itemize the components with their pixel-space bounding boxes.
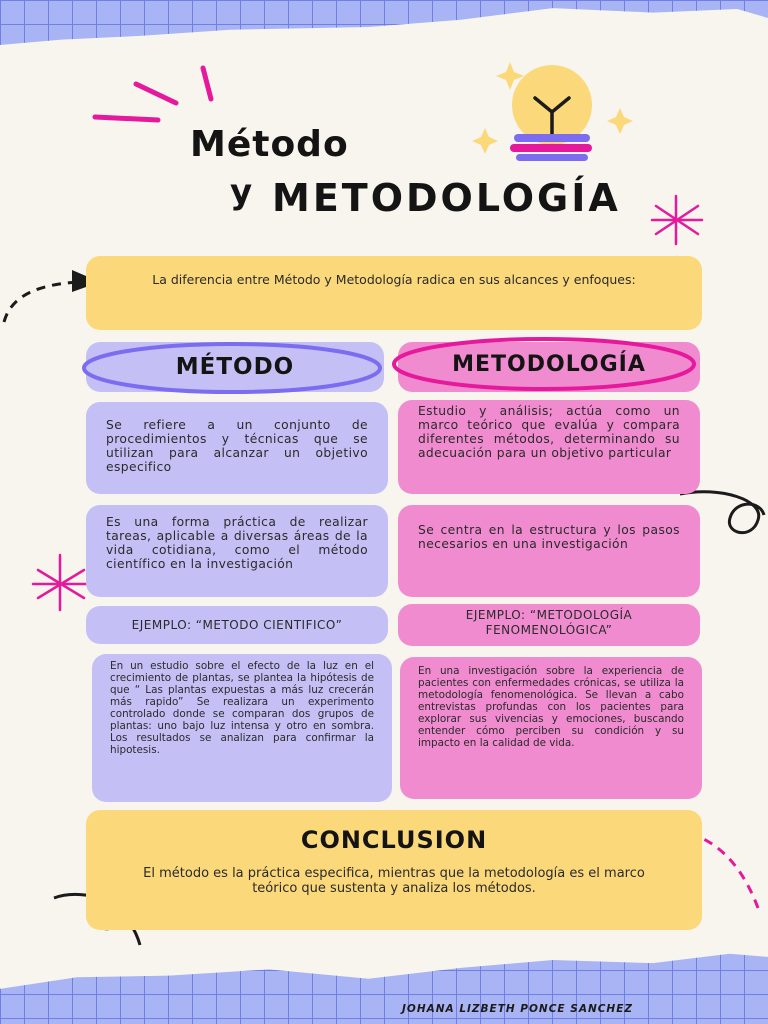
metodo-example bbox=[92, 654, 392, 802]
metodologia-example-text: En una investigación sobre la experiencia de pacientes con enfermedades crónicas, se utiliza la metodología fenomenológica. Se llevan a cabo entrevistas profundas con los pacientes para explorar sus vivencias y emociones, buscando entender cómo perciben su condición y su impacto en la calidad de vida. bbox=[418, 665, 684, 749]
metodologia-example bbox=[400, 657, 702, 799]
title-y: y bbox=[230, 172, 253, 212]
conclusion-title: CONCLUSION bbox=[300, 826, 488, 854]
metodologia-heading: METODOLOGÍA bbox=[452, 352, 646, 377]
metodo-heading: MÉTODO bbox=[175, 354, 295, 380]
metodologia-definition bbox=[398, 400, 700, 494]
sparkle-icon bbox=[33, 555, 88, 610]
metodo-example-title-text: EJEMPLO: “METODO CIENTIFICO” bbox=[131, 618, 343, 632]
metodo-practice bbox=[86, 505, 388, 597]
metodo-definition bbox=[86, 402, 388, 494]
intro-box bbox=[86, 256, 702, 330]
metodo-example-title bbox=[86, 606, 388, 644]
metodologia-heading-box bbox=[398, 342, 700, 392]
title-metodologia: METODOLOGÍA bbox=[272, 176, 621, 220]
metodologia-practice-text: Se centra en la estructura y los pasos necesarios en una investigación bbox=[418, 523, 680, 551]
metodo-definition-text: Se refiere a un conjunto de procedimientos y técnicas que se utilizan para alcanzar un objetivo especifico bbox=[106, 418, 368, 474]
metodo-heading-box bbox=[86, 342, 384, 392]
conclusion-box bbox=[86, 810, 702, 930]
metodologia-example-title-text: EJEMPLO: “METODOLOGÍA FENOMENOLÓGICA” bbox=[465, 608, 633, 637]
metodologia-practice bbox=[398, 505, 700, 597]
metodologia-example-title bbox=[398, 604, 700, 646]
burst-lines-icon bbox=[95, 68, 211, 120]
metodo-example-text: En un estudio sobre el efecto de la luz en el crecimiento de plantas, se plantea la hipótesis de que “ Las plantas expuestas a más luz crecerán más rapido” Se realizara un experimento controlado donde se comparan dos grupos de plantas: uno bajo luz intensa y otro en sombra. Los resultados se analizan para confirmar la hipotesis. bbox=[110, 660, 374, 756]
sparkle-icon bbox=[652, 196, 702, 244]
lightbulb-icon bbox=[510, 65, 592, 161]
metodo-practice-text: Es una forma práctica de realizar tareas, aplicable a diversas áreas de la vida cotidiana, como el método científico en la investigación bbox=[106, 515, 368, 571]
intro-text: La diferencia entre Método y Metodología radica en sus alcances y enfoques: bbox=[152, 272, 636, 287]
metodologia-definition-text: Estudio y análisis; actúa como un marco teórico que evalúa y compara diferentes métodos, determinando su adecuación para un objetivo particular bbox=[418, 404, 680, 460]
conclusion-text: El método es la práctica especifica, mientras que la metodología es el marco teórico que sustenta y analiza los métodos. bbox=[143, 866, 645, 896]
author-name: JOHANA LIZBETH PONCE SANCHEZ bbox=[402, 1003, 634, 1015]
title-metodo: Método bbox=[190, 124, 349, 165]
